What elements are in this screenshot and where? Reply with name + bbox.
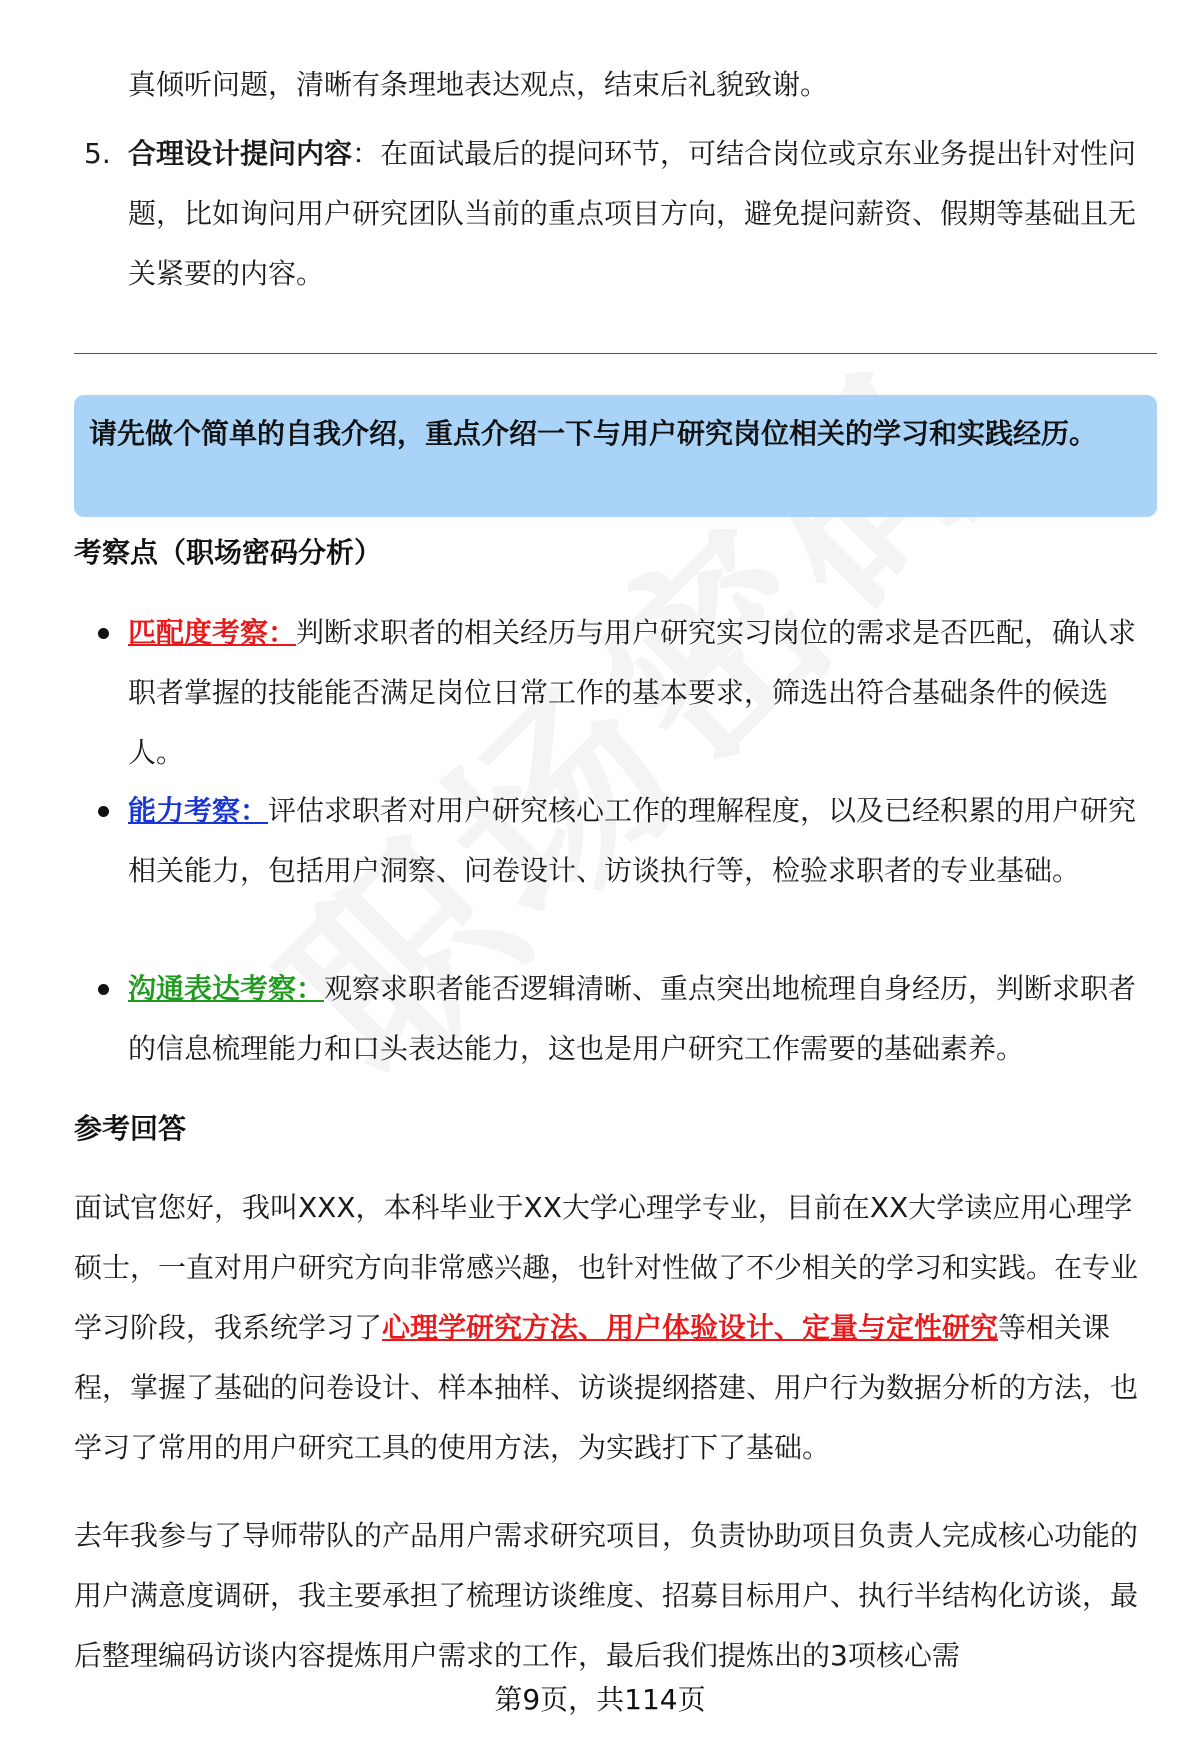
question-box: [74, 395, 1157, 517]
bullet-keyword: 匹配度考察：: [128, 616, 297, 649]
answer-text: 等相关课程，掌握了基础的问卷设计、样本抽样、访谈提纲搭建、用户行为数据分析的方法，也学习了常用的用户研究工具的使用方法，为实践打下了基础。: [74, 1311, 1139, 1464]
bullet-keyword: 能力考察：: [128, 794, 269, 827]
bullet-dot: [98, 628, 109, 639]
list-item-body: [128, 124, 1144, 304]
continued-text: 真倾听问题，清晰有条理地表达观点，结束后礼貌致谢。: [128, 68, 829, 101]
page-number: 第9页，共114页: [494, 1683, 706, 1716]
list-item-text: ：在面试最后的提问环节，可结合岗位或京东业务提出针对性问题，比如询问用户研究团队当前的重点项目方向，避免提问薪资、假期等基础且无关紧要的内容。: [128, 137, 1137, 290]
bullet-text: 判断求职者的相关经历与用户研究实习岗位的需求是否匹配，确认求职者掌握的技能能否满足岗位日常工作的基本要求，筛选出符合基础条件的候选人。: [128, 616, 1137, 769]
list-number: 5.: [84, 137, 111, 170]
bullet-item: [84, 603, 1144, 783]
bullet-item: [84, 781, 1144, 901]
highlight-courses: 心理学研究方法、用户体验设计、定量与定性研究: [382, 1311, 999, 1344]
bullet-dot: [98, 806, 109, 817]
bullet-dot: [98, 984, 109, 995]
question-text: 请先做个简单的自我介绍，重点介绍一下与用户研究岗位相关的学习和实践经历。: [89, 417, 1098, 450]
answer-text: 面试官您好，我叫XXX，本科毕业于XX大学心理学专业，目前在XX大学读应用心理学硕士，一直对用户研究方向非常感兴趣，也针对性做了不少相关的学习和实践。在专业学习阶段，我系统学习了: [74, 1191, 1139, 1344]
list-item-title: 合理设计提问内容: [128, 137, 353, 170]
bullet-text: 评估求职者对用户研究核心工作的理解程度，以及已经积累的用户研究相关能力，包括用户洞察、问卷设计、访谈执行等，检验求职者的专业基础。: [128, 794, 1137, 887]
answer-paragraph-2: 去年我参与了导师带队的产品用户需求研究项目，负责协助项目负责人完成核心功能的用户满意度调研，我主要承担了梳理访谈维度、招募目标用户、执行半结构化访谈，最后整理编码访谈内容提炼用户需求的工作，最后我们提炼出的3项核心需: [74, 1519, 1139, 1672]
analysis-heading: 考察点（职场密码分析）: [74, 536, 383, 569]
bullet-item: [84, 959, 1144, 1079]
section-divider: [74, 353, 1157, 354]
bullet-keyword: 沟通表达考察：: [128, 972, 325, 1005]
reference-heading: 参考回答: [74, 1112, 187, 1145]
list-item-5: [84, 124, 1144, 304]
bullet-text: 观察求职者能否逻辑清晰、重点突出地梳理自身经历，判断求职者的信息梳理能力和口头表达能力，这也是用户研究工作需要的基础素养。: [128, 972, 1137, 1065]
answer-paragraph-1: [74, 1178, 1159, 1478]
